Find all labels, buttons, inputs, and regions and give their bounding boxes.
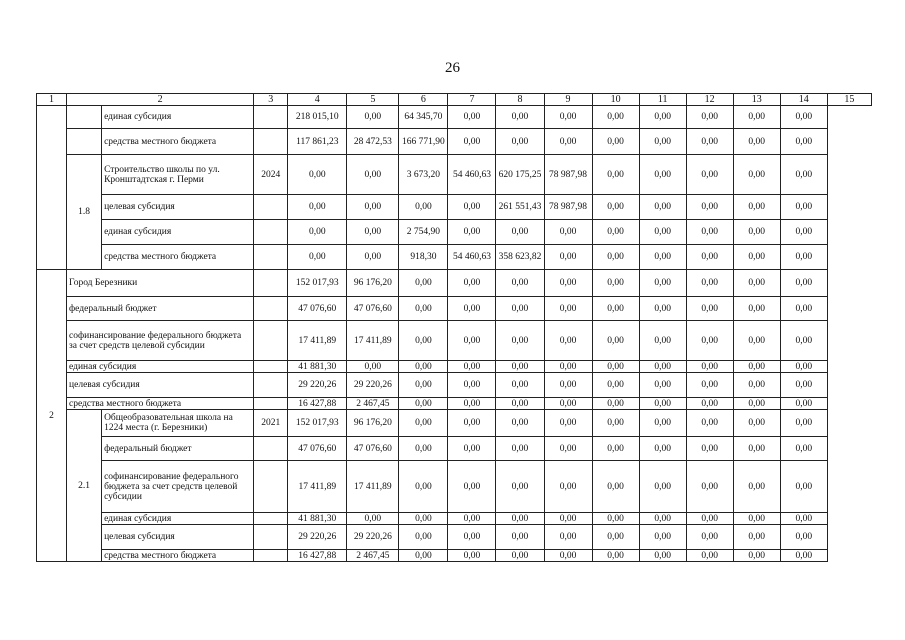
- row-year: [254, 437, 288, 461]
- value-cell: 0,00: [780, 461, 827, 513]
- row-label: целевая субсидия: [102, 525, 254, 550]
- value-cell: 0,00: [399, 550, 448, 562]
- row-year: [254, 525, 288, 550]
- value-cell: 0,00: [639, 410, 686, 437]
- value-cell: 41 881,30: [288, 513, 347, 525]
- value-cell: 358 623,82: [496, 245, 544, 270]
- value-cell: 152 017,93: [288, 270, 347, 297]
- value-cell: 0,00: [686, 461, 733, 513]
- value-cell: 0,00: [686, 106, 733, 129]
- value-cell: 0,00: [448, 270, 496, 297]
- value-cell: 0,00: [780, 129, 827, 155]
- value-cell: 0,00: [780, 437, 827, 461]
- value-cell: 0,00: [733, 270, 780, 297]
- row-year: [254, 297, 288, 321]
- value-cell: 0,00: [686, 513, 733, 525]
- value-cell: 0,00: [544, 550, 592, 562]
- value-cell: 0,00: [686, 361, 733, 373]
- value-cell: 47 076,60: [288, 437, 347, 461]
- value-cell: 0,00: [544, 361, 592, 373]
- value-cell: 0,00: [544, 220, 592, 245]
- column-number: 9: [544, 94, 592, 106]
- column-number: 13: [733, 94, 780, 106]
- value-cell: 0,00: [639, 361, 686, 373]
- value-cell: 96 176,20: [347, 410, 399, 437]
- value-cell: 64 345,70: [399, 106, 448, 129]
- value-cell: 0,00: [639, 195, 686, 220]
- value-cell: 0,00: [639, 155, 686, 195]
- table-row: [37, 245, 872, 270]
- row-label: средства местного бюджета: [102, 550, 254, 562]
- row-label: средства местного бюджета: [67, 398, 254, 410]
- value-cell: 0,00: [733, 461, 780, 513]
- value-cell: 261 551,43: [496, 195, 544, 220]
- row-year: [254, 373, 288, 398]
- value-cell: 17 411,89: [288, 321, 347, 361]
- value-cell: 0,00: [780, 155, 827, 195]
- value-cell: 0,00: [448, 513, 496, 525]
- table-row: [37, 550, 872, 562]
- value-cell: 0,00: [733, 129, 780, 155]
- row-label: федеральный бюджет: [102, 437, 254, 461]
- value-cell: 0,00: [733, 373, 780, 398]
- value-cell: 0,00: [733, 106, 780, 129]
- value-cell: 0,00: [448, 437, 496, 461]
- value-cell: 0,00: [399, 525, 448, 550]
- table-row: [37, 195, 872, 220]
- value-cell: 0,00: [686, 270, 733, 297]
- value-cell: 54 460,63: [448, 155, 496, 195]
- row-year: [254, 106, 288, 129]
- table-row: [37, 129, 872, 155]
- value-cell: 17 411,89: [347, 321, 399, 361]
- table-row: [37, 155, 872, 195]
- value-cell: 0,00: [496, 361, 544, 373]
- value-cell: 0,00: [448, 361, 496, 373]
- value-cell: 0,00: [639, 297, 686, 321]
- value-cell: 0,00: [496, 513, 544, 525]
- row-year: 2024: [254, 155, 288, 195]
- value-cell: 166 771,90: [399, 129, 448, 155]
- value-cell: 0,00: [733, 525, 780, 550]
- value-cell: 0,00: [347, 245, 399, 270]
- value-cell: 0,00: [399, 373, 448, 398]
- row-label: единая субсидия: [102, 106, 254, 129]
- value-cell: 0,00: [780, 373, 827, 398]
- column-number: 2: [67, 94, 254, 106]
- column-number: 7: [448, 94, 496, 106]
- column-number: 10: [592, 94, 639, 106]
- value-cell: 0,00: [399, 410, 448, 437]
- value-cell: 17 411,89: [288, 461, 347, 513]
- value-cell: 0,00: [592, 513, 639, 525]
- value-cell: 0,00: [686, 297, 733, 321]
- value-cell: 0,00: [399, 270, 448, 297]
- value-cell: 0,00: [780, 321, 827, 361]
- value-cell: 0,00: [733, 437, 780, 461]
- page-number: 26: [445, 60, 460, 76]
- row-label: Общеобразовательная школа на 1224 места (г. Березники): [102, 410, 254, 437]
- value-cell: 0,00: [496, 297, 544, 321]
- value-cell: 0,00: [496, 437, 544, 461]
- value-cell: 29 220,26: [288, 525, 347, 550]
- value-cell: 0,00: [448, 297, 496, 321]
- value-cell: 0,00: [733, 245, 780, 270]
- value-cell: 0,00: [639, 525, 686, 550]
- row-year: [254, 195, 288, 220]
- value-cell: 0,00: [686, 437, 733, 461]
- value-cell: 0,00: [686, 195, 733, 220]
- table-row: [37, 321, 872, 361]
- value-cell: 47 076,60: [347, 297, 399, 321]
- value-cell: 0,00: [399, 321, 448, 361]
- value-cell: 0,00: [347, 106, 399, 129]
- value-cell: 0,00: [496, 270, 544, 297]
- value-cell: 0,00: [496, 373, 544, 398]
- value-cell: 0,00: [448, 129, 496, 155]
- value-cell: 47 076,60: [288, 297, 347, 321]
- row-label: целевая субсидия: [102, 195, 254, 220]
- value-cell: 0,00: [544, 270, 592, 297]
- value-cell: 0,00: [592, 270, 639, 297]
- value-cell: 0,00: [592, 245, 639, 270]
- value-cell: 0,00: [544, 373, 592, 398]
- value-cell: 16 427,88: [288, 550, 347, 562]
- table-row: [37, 361, 872, 373]
- value-cell: 0,00: [592, 437, 639, 461]
- value-cell: 0,00: [544, 525, 592, 550]
- value-cell: 0,00: [399, 398, 448, 410]
- value-cell: 16 427,88: [288, 398, 347, 410]
- value-cell: 0,00: [288, 195, 347, 220]
- column-number: 8: [496, 94, 544, 106]
- row-label: софинансирование федерального бюджета за счет средств целевой субсидии: [67, 321, 254, 361]
- value-cell: 0,00: [780, 106, 827, 129]
- value-cell: 0,00: [448, 461, 496, 513]
- value-cell: 0,00: [347, 195, 399, 220]
- value-cell: 0,00: [544, 461, 592, 513]
- value-cell: 0,00: [347, 220, 399, 245]
- value-cell: 0,00: [780, 525, 827, 550]
- value-cell: 29 220,26: [347, 525, 399, 550]
- value-cell: 0,00: [448, 373, 496, 398]
- row-year: [254, 550, 288, 562]
- table-row: [37, 270, 872, 297]
- value-cell: 0,00: [288, 155, 347, 195]
- value-cell: 0,00: [639, 321, 686, 361]
- value-cell: 17 411,89: [347, 461, 399, 513]
- value-cell: 0,00: [496, 525, 544, 550]
- value-cell: 0,00: [639, 513, 686, 525]
- value-cell: 0,00: [592, 155, 639, 195]
- value-cell: 3 673,20: [399, 155, 448, 195]
- value-cell: 0,00: [496, 461, 544, 513]
- value-cell: 0,00: [686, 373, 733, 398]
- value-cell: 0,00: [780, 297, 827, 321]
- row-year: [254, 129, 288, 155]
- value-cell: 54 460,63: [448, 245, 496, 270]
- value-cell: 0,00: [592, 106, 639, 129]
- value-cell: 0,00: [592, 361, 639, 373]
- value-cell: 918,30: [399, 245, 448, 270]
- row-label: софинансирование федерального бюджета за счет средств целевой субсидии: [102, 461, 254, 513]
- value-cell: 0,00: [639, 373, 686, 398]
- value-cell: 117 861,23: [288, 129, 347, 155]
- value-cell: 0,00: [780, 220, 827, 245]
- table-row: [37, 297, 872, 321]
- row-label: единая субсидия: [102, 220, 254, 245]
- subcode-cell: [67, 106, 102, 129]
- value-cell: 0,00: [347, 361, 399, 373]
- value-cell: 0,00: [347, 513, 399, 525]
- row-year: [254, 361, 288, 373]
- value-cell: 0,00: [496, 106, 544, 129]
- table-row: [37, 461, 872, 513]
- row-year: 2021: [254, 410, 288, 437]
- value-cell: 96 176,20: [347, 270, 399, 297]
- value-cell: 0,00: [733, 220, 780, 245]
- row-label: средства местного бюджета: [102, 245, 254, 270]
- value-cell: 2 754,90: [399, 220, 448, 245]
- value-cell: 0,00: [686, 410, 733, 437]
- value-cell: 0,00: [399, 437, 448, 461]
- table-row: [37, 106, 872, 129]
- value-cell: 0,00: [686, 129, 733, 155]
- value-cell: 0,00: [448, 525, 496, 550]
- subcode-cell: 1.8: [67, 155, 102, 270]
- value-cell: 0,00: [592, 321, 639, 361]
- row-year: [254, 321, 288, 361]
- value-cell: 0,00: [639, 106, 686, 129]
- value-cell: 0,00: [592, 398, 639, 410]
- value-cell: 0,00: [544, 245, 592, 270]
- value-cell: 0,00: [733, 195, 780, 220]
- row-year: [254, 220, 288, 245]
- column-number: 4: [288, 94, 347, 106]
- value-cell: 0,00: [733, 361, 780, 373]
- row-label: Город Березники: [67, 270, 254, 297]
- budget-table: [36, 93, 872, 562]
- column-number: 14: [780, 94, 827, 106]
- column-number: 12: [686, 94, 733, 106]
- table-row: [37, 525, 872, 550]
- value-cell: 2 467,45: [347, 398, 399, 410]
- value-cell: 0,00: [733, 398, 780, 410]
- column-number: 11: [639, 94, 686, 106]
- value-cell: 0,00: [733, 297, 780, 321]
- value-cell: 0,00: [399, 297, 448, 321]
- value-cell: 0,00: [733, 513, 780, 525]
- value-cell: 0,00: [780, 513, 827, 525]
- value-cell: 78 987,98: [544, 195, 592, 220]
- table-row: [37, 437, 872, 461]
- table-row: [37, 513, 872, 525]
- value-cell: 0,00: [544, 398, 592, 410]
- value-cell: 0,00: [448, 410, 496, 437]
- value-cell: 0,00: [780, 550, 827, 562]
- value-cell: 0,00: [544, 437, 592, 461]
- value-cell: 0,00: [448, 195, 496, 220]
- value-cell: 47 076,60: [347, 437, 399, 461]
- value-cell: 0,00: [496, 398, 544, 410]
- value-cell: 0,00: [686, 155, 733, 195]
- subcode-cell: 2.1: [67, 410, 102, 562]
- value-cell: 0,00: [780, 245, 827, 270]
- row-label: Строительство школы по ул. Кронштадтская г. Перми: [102, 155, 254, 195]
- value-cell: 0,00: [448, 550, 496, 562]
- header-row: [37, 94, 872, 106]
- value-cell: 0,00: [733, 550, 780, 562]
- value-cell: 0,00: [592, 297, 639, 321]
- value-cell: 0,00: [780, 410, 827, 437]
- value-cell: 0,00: [288, 245, 347, 270]
- code-cell: 2: [37, 270, 67, 562]
- value-cell: 0,00: [544, 129, 592, 155]
- value-cell: 0,00: [686, 550, 733, 562]
- row-label: средства местного бюджета: [102, 129, 254, 155]
- column-number: 15: [827, 94, 871, 106]
- value-cell: 0,00: [639, 220, 686, 245]
- value-cell: 0,00: [448, 106, 496, 129]
- value-cell: 0,00: [592, 410, 639, 437]
- row-label: единая субсидия: [67, 361, 254, 373]
- value-cell: 0,00: [399, 361, 448, 373]
- value-cell: 28 472,53: [347, 129, 399, 155]
- value-cell: 0,00: [448, 321, 496, 361]
- value-cell: 0,00: [496, 220, 544, 245]
- row-year: [254, 270, 288, 297]
- row-label: единая субсидия: [102, 513, 254, 525]
- value-cell: 0,00: [733, 410, 780, 437]
- value-cell: 620 175,25: [496, 155, 544, 195]
- value-cell: 0,00: [733, 155, 780, 195]
- value-cell: 0,00: [544, 297, 592, 321]
- value-cell: 0,00: [496, 550, 544, 562]
- table-row: [37, 410, 872, 437]
- value-cell: 0,00: [733, 321, 780, 361]
- value-cell: 0,00: [639, 461, 686, 513]
- value-cell: 0,00: [639, 245, 686, 270]
- value-cell: 0,00: [686, 525, 733, 550]
- code-cell: [37, 106, 67, 270]
- value-cell: 0,00: [592, 373, 639, 398]
- value-cell: 0,00: [544, 513, 592, 525]
- value-cell: 0,00: [496, 321, 544, 361]
- value-cell: 0,00: [686, 245, 733, 270]
- value-cell: 0,00: [448, 398, 496, 410]
- row-year: [254, 245, 288, 270]
- value-cell: 152 017,93: [288, 410, 347, 437]
- value-cell: 0,00: [399, 461, 448, 513]
- value-cell: 0,00: [686, 321, 733, 361]
- value-cell: 0,00: [496, 129, 544, 155]
- value-cell: 0,00: [544, 321, 592, 361]
- value-cell: 0,00: [780, 361, 827, 373]
- column-number: 3: [254, 94, 288, 106]
- subcode-cell: [67, 129, 102, 155]
- value-cell: 0,00: [639, 129, 686, 155]
- value-cell: 78 987,98: [544, 155, 592, 195]
- value-cell: 0,00: [544, 410, 592, 437]
- value-cell: 2 467,45: [347, 550, 399, 562]
- value-cell: 0,00: [592, 220, 639, 245]
- value-cell: 0,00: [544, 106, 592, 129]
- row-year: [254, 513, 288, 525]
- value-cell: 0,00: [639, 270, 686, 297]
- value-cell: 0,00: [780, 398, 827, 410]
- value-cell: 0,00: [592, 525, 639, 550]
- value-cell: 0,00: [639, 398, 686, 410]
- table-row: [37, 373, 872, 398]
- value-cell: 0,00: [592, 461, 639, 513]
- value-cell: 29 220,26: [347, 373, 399, 398]
- value-cell: 0,00: [686, 220, 733, 245]
- row-year: [254, 461, 288, 513]
- value-cell: 0,00: [592, 129, 639, 155]
- table-row: [37, 220, 872, 245]
- value-cell: 0,00: [780, 195, 827, 220]
- value-cell: 0,00: [592, 195, 639, 220]
- value-cell: 0,00: [399, 513, 448, 525]
- value-cell: 0,00: [347, 155, 399, 195]
- column-number: 6: [399, 94, 448, 106]
- value-cell: 0,00: [448, 220, 496, 245]
- value-cell: 0,00: [592, 550, 639, 562]
- value-cell: 0,00: [288, 220, 347, 245]
- value-cell: 218 015,10: [288, 106, 347, 129]
- value-cell: 0,00: [780, 270, 827, 297]
- column-number: 5: [347, 94, 399, 106]
- row-year: [254, 398, 288, 410]
- value-cell: 29 220,26: [288, 373, 347, 398]
- row-label: федеральный бюджет: [67, 297, 254, 321]
- value-cell: 41 881,30: [288, 361, 347, 373]
- value-cell: 0,00: [639, 550, 686, 562]
- table-row: [37, 398, 872, 410]
- row-label: целевая субсидия: [67, 373, 254, 398]
- value-cell: 0,00: [639, 437, 686, 461]
- value-cell: 0,00: [686, 398, 733, 410]
- value-cell: 0,00: [496, 410, 544, 437]
- value-cell: 0,00: [399, 195, 448, 220]
- column-number: 1: [37, 94, 67, 106]
